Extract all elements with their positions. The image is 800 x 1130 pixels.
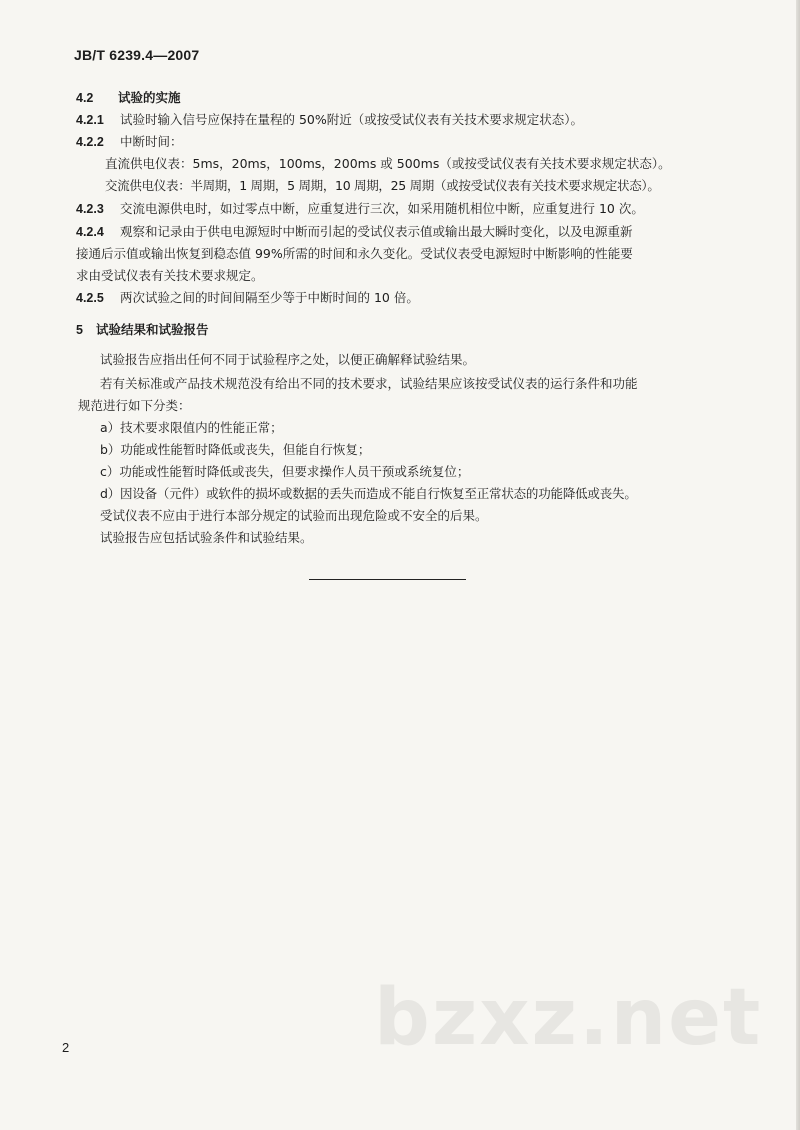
paragraph-continued: 规范进行如下分类： xyxy=(78,398,191,413)
clause-number: 4.2.1 xyxy=(76,113,104,127)
paragraph: 受试仪表不应由于进行本部分规定的试验而出现危险或不安全的后果。 xyxy=(100,508,488,523)
clause-text: 交流电源供电时，如过零点中断，应重复进行三次，如采用随机相位中断，应重复进行 10 次。 xyxy=(120,201,644,216)
page-edge xyxy=(796,0,800,1130)
watermark-text: bzxz.net xyxy=(374,973,763,1063)
section-title: 试验的实施 xyxy=(118,90,181,105)
clause-4-2-4 xyxy=(76,222,633,242)
ac-interruption-times: 交流供电仪表：半周期，1 周期，5 周期，10 周期，25 周期（或按受试仪表有关技术要求规定状态）。 xyxy=(105,178,660,193)
list-item: d）因设备（元件）或软件的损坏或数据的丢失而造成不能自行恢复至正常状态的功能降低或丧失。 xyxy=(100,486,637,501)
section-5-heading xyxy=(76,320,209,340)
section-title: 试验结果和试验报告 xyxy=(96,322,209,337)
document-code: JB/T 6239.4—2007 xyxy=(74,47,200,63)
clause-4-2-3 xyxy=(76,199,644,219)
clause-text: 两次试验之间的时间间隔至少等于中断时间的 10 倍。 xyxy=(120,290,419,305)
paragraph: 若有关标准或产品技术规范没有给出不同的技术要求，试验结果应该按受试仪表的运行条件和功能 xyxy=(100,376,638,391)
clause-4-2-1 xyxy=(76,110,583,130)
section-number: 4.2 xyxy=(76,91,94,105)
clause-text: 试验时输入信号应保持在量程的 50%附近（或按受试仪表有关技术要求规定状态）。 xyxy=(120,112,584,127)
section-4-2-heading xyxy=(76,88,181,108)
clause-4-2-4-continued: 接通后示值或输出恢复到稳态值 99%所需的时间和永久变化。受试仪表受电源短时中断影响的性能要 xyxy=(76,246,633,261)
clause-number: 4.2.3 xyxy=(76,202,104,216)
clause-number: 4.2.2 xyxy=(76,135,104,149)
clause-text: 观察和记录由于供电电源短时中断而引起的受试仪表示值或输出最大瞬时变化，以及电源重新 xyxy=(120,224,633,239)
clause-4-2-4-continued: 求由受试仪表有关技术要求规定。 xyxy=(76,268,264,283)
list-item: c）功能或性能暂时降低或丧失，但要求操作人员干预或系统复位； xyxy=(100,464,470,479)
list-item: b）功能或性能暂时降低或丧失，但能自行恢复； xyxy=(100,442,371,457)
paragraph: 试验报告应包括试验条件和试验结果。 xyxy=(100,530,313,545)
end-of-text-rule xyxy=(309,579,466,580)
clause-number: 4.2.5 xyxy=(76,291,104,305)
section-number: 5 xyxy=(76,323,83,337)
paragraph: 试验报告应指出任何不同于试验程序之处，以便正确解释试验结果。 xyxy=(100,352,476,367)
clause-4-2-5 xyxy=(76,288,419,308)
list-item: a）技术要求限值内的性能正常； xyxy=(100,420,283,435)
clause-text: 中断时间： xyxy=(120,134,183,149)
page-number: 2 xyxy=(62,1040,70,1055)
clause-number: 4.2.4 xyxy=(76,225,104,239)
dc-interruption-times: 直流供电仪表：5ms，20ms，100ms，200ms 或 500ms（或按受试仪表有关技术要求规定状态）。 xyxy=(105,156,671,171)
clause-4-2-2 xyxy=(76,132,183,152)
